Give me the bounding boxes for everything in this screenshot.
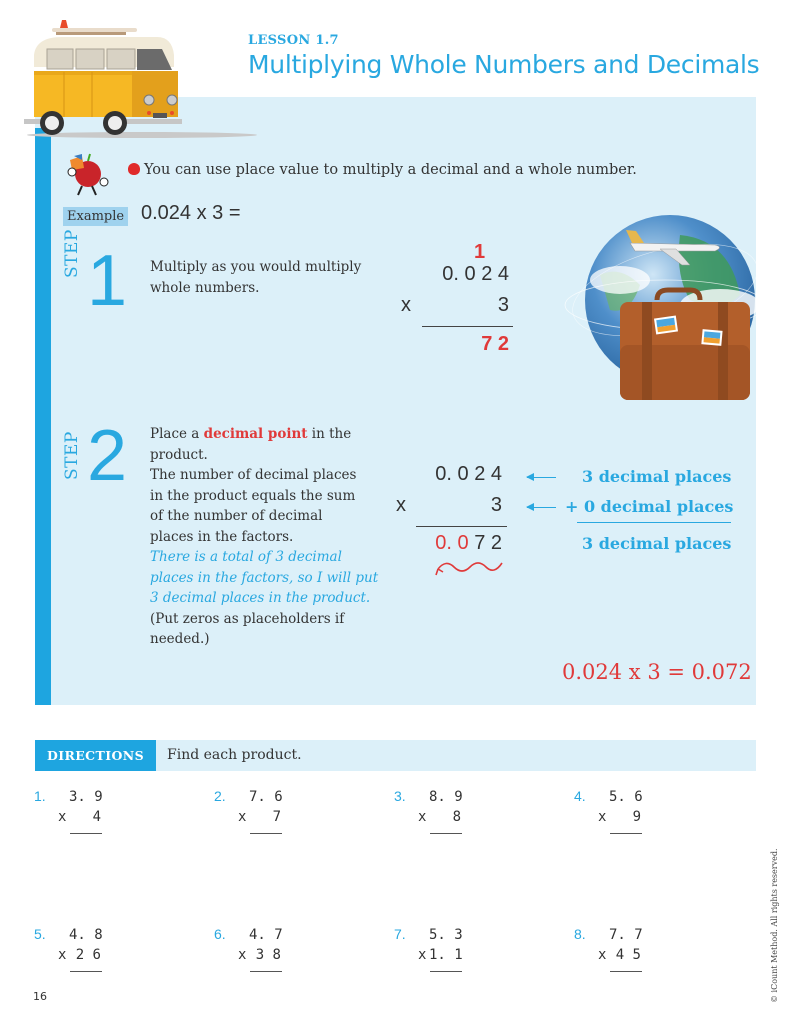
intro-statement (128, 162, 637, 178)
step2-line: needed.) (150, 631, 210, 647)
directions-text: Find each product. (167, 747, 302, 763)
product-placeholder-digits: 0. 0 (435, 532, 469, 554)
step1-product: 7 2 (481, 333, 509, 355)
problem-top-factor: 3. 9 (69, 789, 103, 805)
problem-number: 7. (394, 926, 406, 942)
problem-top-factor: 8. 9 (429, 789, 463, 805)
final-result: 0.024 x 3 = 0.072 (562, 660, 752, 684)
apple-mascot-icon (62, 150, 114, 198)
step1-number: 1 (87, 241, 128, 321)
problem-number: 4. (574, 788, 586, 804)
example-tag: Example (63, 207, 128, 226)
total-decimal-places-label: 3 decimal places (582, 534, 732, 553)
problem-operator: x (58, 809, 67, 825)
problem-bottom-factor: 2 6 (75, 947, 101, 963)
problem-number: 1. (34, 788, 46, 804)
step1-rule (422, 326, 513, 327)
answer-line (250, 971, 282, 972)
problem-top-factor: 4. 7 (249, 927, 283, 943)
step1-carry-digit: 1 (474, 241, 486, 263)
copyright-notice: © iCount Method. All rights reserved. (770, 848, 779, 1003)
step2-text: Place a (150, 426, 204, 442)
answer-line (70, 833, 102, 834)
sum-rule (577, 522, 731, 523)
step2-line: product. (150, 446, 208, 463)
problem-number: 3. (394, 788, 406, 804)
step2-number: 2 (87, 416, 128, 496)
globe-suitcase-illustration (560, 205, 770, 405)
problem-operator: x (58, 947, 67, 963)
intro-text: You can use place value to multiply a decimal and a whole number. (144, 162, 637, 178)
problem-top-factor: 7. 7 (609, 927, 643, 943)
step2-line: The number of decimal places (150, 467, 357, 483)
camper-van-illustration (22, 15, 257, 140)
answer-line (430, 833, 462, 834)
top-decimal-places-label: 3 decimal places (582, 467, 732, 486)
apple-bullet-icon (128, 163, 140, 175)
step1-label: STEP (62, 229, 82, 278)
step2-line: places in the factors. (150, 528, 294, 545)
step1-operator: x (401, 294, 411, 316)
problem-top-factor: 7. 6 (249, 789, 283, 805)
step1-instructions (150, 257, 361, 298)
step2-hint-line: There is a total of 3 decimal (150, 549, 342, 565)
arrow-left-icon (527, 507, 556, 508)
step2-hint-line: 3 decimal places in the product. (150, 590, 371, 606)
answer-line (610, 971, 642, 972)
decimal-point-keyword: decimal point (203, 426, 308, 442)
panel-accent-stripe (35, 128, 51, 705)
answer-line (430, 971, 462, 972)
problem-number: 5. (34, 926, 46, 942)
lesson-number: LESSON 1.7 (248, 33, 339, 48)
product-digits: 7 2 (468, 532, 502, 554)
arrow-left-icon (527, 477, 556, 478)
problem-operator: x (238, 809, 247, 825)
answer-line (70, 971, 102, 972)
step2-text: in the (307, 426, 352, 442)
problem-top-factor: 5. 3 (429, 927, 463, 943)
problem-bottom-factor: 7 (272, 809, 281, 825)
problem-number: 8. (574, 926, 586, 942)
problem-bottom-factor: 4 5 (615, 947, 641, 963)
step2-line: (Put zeros as placeholders if (150, 610, 345, 627)
step2-product (418, 532, 502, 555)
problem-bottom-factor: 9 (632, 809, 641, 825)
problem-number: 6. (214, 926, 226, 942)
step2-hint-line: places in the factors, so I will put (150, 569, 379, 586)
step2-operator: x (396, 494, 406, 516)
problem-operator: x (598, 809, 607, 825)
problem-operator: x (418, 809, 427, 825)
step2-line: in the product equals the sum (150, 487, 356, 504)
step2-top-factor: 0. 0 2 4 (435, 463, 502, 485)
page-title: Multiplying Whole Numbers and Decimals (248, 50, 760, 79)
bottom-decimal-places-label: + 0 decimal places (565, 497, 734, 516)
example-expression: 0.024 x 3 = (141, 202, 241, 224)
step1-text-line: whole numbers. (150, 279, 260, 296)
step2-bottom-factor: 3 (490, 494, 502, 516)
problem-bottom-factor: 3 8 (255, 947, 281, 963)
step1-top-factor: 0. 0 2 4 (442, 263, 509, 285)
problem-operator: x (598, 947, 607, 963)
problem-bottom-factor: 8 (452, 809, 461, 825)
step1-text-line: Multiply as you would multiply (150, 259, 362, 275)
problem-number: 2. (214, 788, 226, 804)
answer-line (250, 833, 282, 834)
directions-label: DIRECTIONS (35, 740, 156, 771)
problem-top-factor: 4. 8 (69, 927, 103, 943)
problem-operator: x (238, 947, 247, 963)
step2-line (150, 424, 380, 445)
step2-rule (416, 526, 507, 527)
problem-top-factor: 5. 6 (609, 789, 643, 805)
answer-line (610, 833, 642, 834)
page-number: 16 (33, 990, 47, 1003)
problem-bottom-factor: 4 (92, 809, 101, 825)
problem-bottom-factor: 1. 1 (429, 947, 463, 963)
decimal-shift-arrow-icon (434, 555, 506, 577)
step2-line: of the number of decimal (150, 508, 323, 524)
problem-operator: x (418, 947, 427, 963)
step1-bottom-factor: 3 (497, 294, 509, 316)
step2-instructions (150, 424, 380, 650)
step2-label: STEP (62, 431, 82, 480)
